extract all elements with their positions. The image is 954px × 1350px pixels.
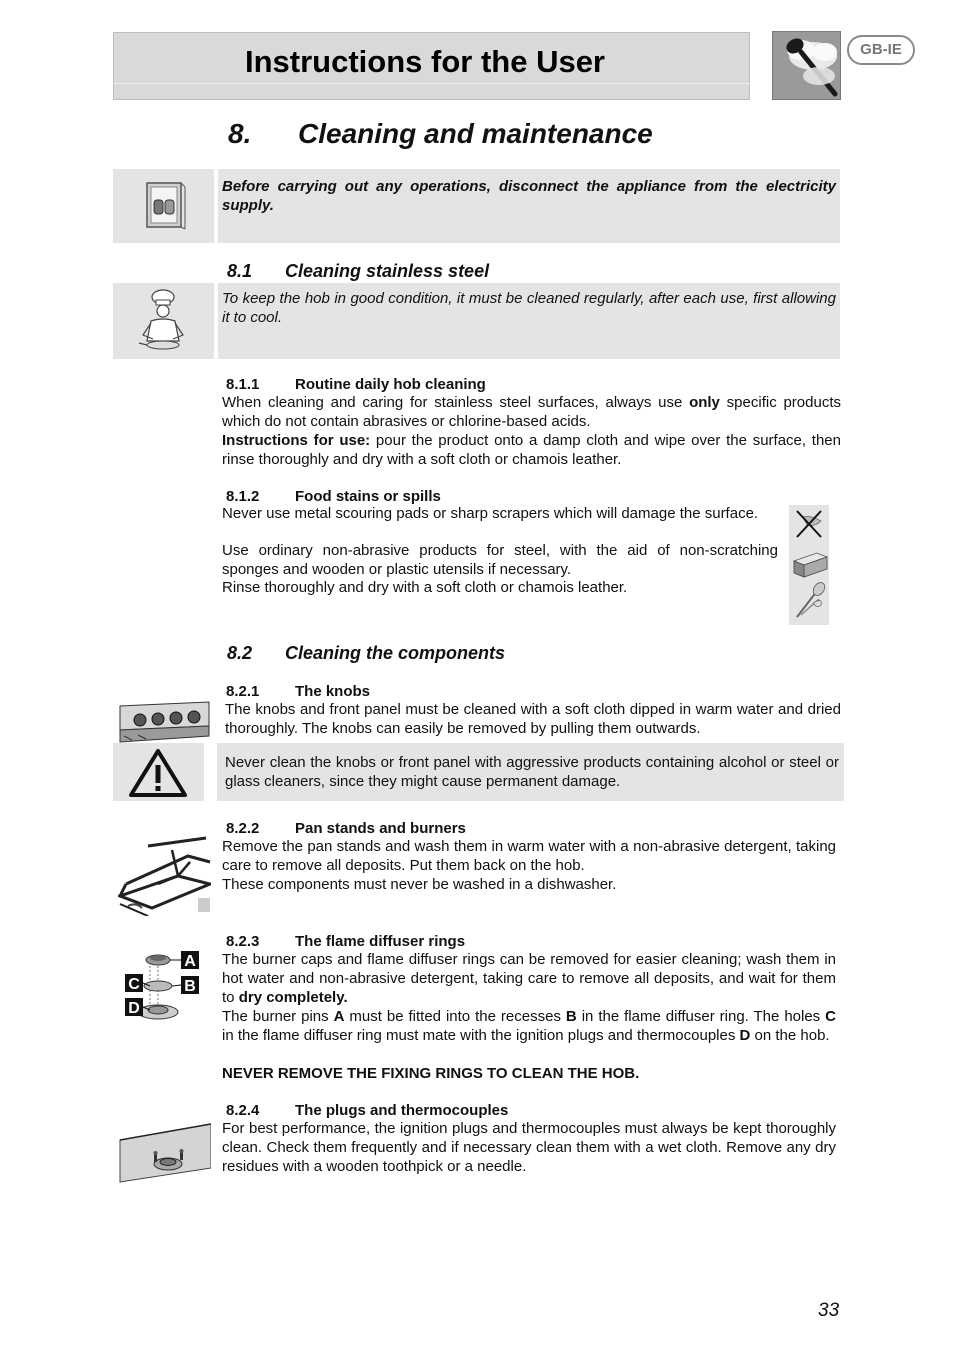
text-run-bold: C — [825, 1008, 836, 1025]
control-panel-knobs-icon — [118, 700, 211, 743]
text-run-bold: only — [689, 394, 720, 411]
text-run: in the flame diffuser ring. The holes — [576, 1008, 826, 1025]
header-divider — [113, 83, 750, 84]
text-run: specific products which do not contain abrasives or chlorine-based acids. — [222, 394, 841, 430]
cleaning-tools-icon-strip — [789, 505, 829, 625]
knobs-paragraph: The knobs and front panel must be cleaned with a soft cloth dipped in warm water and dried thoroughly. The knobs can easily be removed by pulling them outwards. — [225, 701, 841, 737]
section-number: 8.1.1 — [226, 376, 260, 393]
plugs-paragraph: For best performance, the ignition plugs and thermocouples must always be kept thoroughly clean. Check them frequently and if necessary clean them with a wet cloth. Remove any dry residues with a wooden toothpick or a needle. — [222, 1120, 836, 1175]
flame-diffuser-paragraph-1 — [222, 951, 836, 1007]
section-heading-8-2-2 — [226, 820, 466, 837]
section-title: Pan stands and burners — [295, 820, 466, 837]
food-stains-paragraph-2: Use ordinary non-abrasive products for steel, with the aid of non-scratching sponges and wooden or plastic utensils if necessary. — [222, 542, 778, 578]
page-number: 33 — [818, 1300, 840, 1321]
section-heading-8-1-1 — [226, 376, 486, 393]
text-run: must be fitted into the recesses — [344, 1008, 566, 1025]
text-run: The burner caps and flame diffuser rings can be removed for easier cleaning; wash them in hot water and non-abrasive detergent, taking care to remove all deposits, and wait for them to — [222, 951, 836, 1006]
callout-label-a: A — [184, 953, 196, 970]
callout-label-c: C — [128, 976, 140, 993]
section-title: Routine daily hob cleaning — [295, 376, 486, 393]
section-number: 8.1.2 — [226, 488, 260, 505]
section-title: The flame diffuser rings — [295, 933, 466, 950]
section-heading-8-2 — [227, 643, 505, 664]
section-number: 8.2.4 — [226, 1102, 260, 1119]
stainless-note-text: To keep the hob in good condition, it must be cleaned regularly, after each use, first allowing it to cool. — [222, 290, 836, 326]
section-title: The plugs and thermocouples — [295, 1102, 509, 1119]
flame-diffuser-warning: NEVER REMOVE THE FIXING RINGS TO CLEAN THE HOB. — [222, 1065, 640, 1082]
section-title: Cleaning stainless steel — [285, 261, 490, 281]
chapter-number: 8. — [228, 118, 252, 149]
section-heading-8-2-3 — [226, 933, 465, 950]
burner-exploded-view-icon — [124, 950, 204, 1026]
callout-label-d: D — [128, 1000, 140, 1017]
text-run-bold: Instructions for use: — [222, 432, 371, 449]
pan-stands-paragraph-2: These components must never be washed in a dishwasher. — [222, 876, 617, 893]
chapter-title — [228, 118, 653, 150]
language-badge: GB-IE — [847, 35, 915, 65]
burner-plugs-icon — [118, 1120, 211, 1183]
section-heading-8-2-1 — [226, 683, 370, 700]
text-run: The burner pins — [222, 1008, 334, 1025]
section-heading-8-2-4 — [226, 1102, 508, 1119]
knobs-warning-text: Never clean the knobs or front panel with aggressive products containing alcohol or steel or glass cleaners, since they might cause permanent damage. — [225, 754, 839, 790]
text-run-bold: dry completely. — [238, 988, 348, 1006]
chapter-title-text: Cleaning and maintenance — [298, 118, 653, 149]
section-number: 8.1 — [227, 261, 253, 281]
section-title: Food stains or spills — [295, 488, 441, 505]
power-switch-icon — [113, 169, 214, 243]
food-stains-paragraph-1: Never use metal scouring pads or sharp scrapers which will damage the surface. — [222, 505, 759, 522]
section-title: The knobs — [295, 683, 371, 700]
text-run-bold: D — [739, 1026, 751, 1044]
callout-label-b: B — [184, 978, 196, 995]
sponge-icon — [794, 553, 827, 577]
text-run: in the flame diffuser ring must mate with the ignition plugs and thermocouples — [222, 1026, 740, 1044]
text-run-bold: A — [333, 1008, 345, 1025]
food-stains-paragraph-3: Rinse thoroughly and dry with a soft cloth or chamois leather. — [222, 579, 628, 596]
section-title: Cleaning the components — [285, 643, 506, 663]
section-heading-8-1 — [227, 261, 489, 282]
chef-icon — [113, 283, 214, 359]
pan-stand-icon — [118, 836, 211, 916]
utensils-icon — [797, 580, 827, 617]
routine-cleaning-paragraph-1 — [222, 394, 841, 432]
warning-disconnect-text: Before carrying out any operations, disconnect the appliance from the electricity supply. — [222, 178, 836, 214]
flame-diffuser-paragraph-2 — [222, 1008, 836, 1046]
section-heading-8-1-2 — [226, 488, 441, 505]
chef-spoon-logo-icon — [772, 31, 841, 100]
routine-cleaning-paragraph-2 — [222, 432, 841, 470]
pan-stands-paragraph-1: Remove the pan stands and wash them in warm water with a non-abrasive detergent, taking care to remove all deposits. Put them back on the hob. — [222, 838, 836, 874]
section-number: 8.2.1 — [226, 683, 260, 700]
no-scouring-pad-icon — [797, 511, 821, 537]
text-run-bold: B — [565, 1008, 577, 1025]
text-run: pour the product onto a damp cloth and wipe over the surface, then rinse thoroughly and dry with a soft cloth or chamois leather. — [222, 432, 841, 468]
section-number: 8.2 — [227, 643, 253, 663]
text-run: When cleaning and caring for stainless steel surfaces, always use — [222, 394, 690, 411]
section-number: 8.2.3 — [226, 933, 260, 950]
section-number: 8.2.2 — [226, 820, 260, 837]
text-run: on the hob. — [750, 1026, 830, 1044]
page-header-title: Instructions for the User — [245, 44, 605, 79]
warning-triangle-icon — [113, 743, 204, 801]
